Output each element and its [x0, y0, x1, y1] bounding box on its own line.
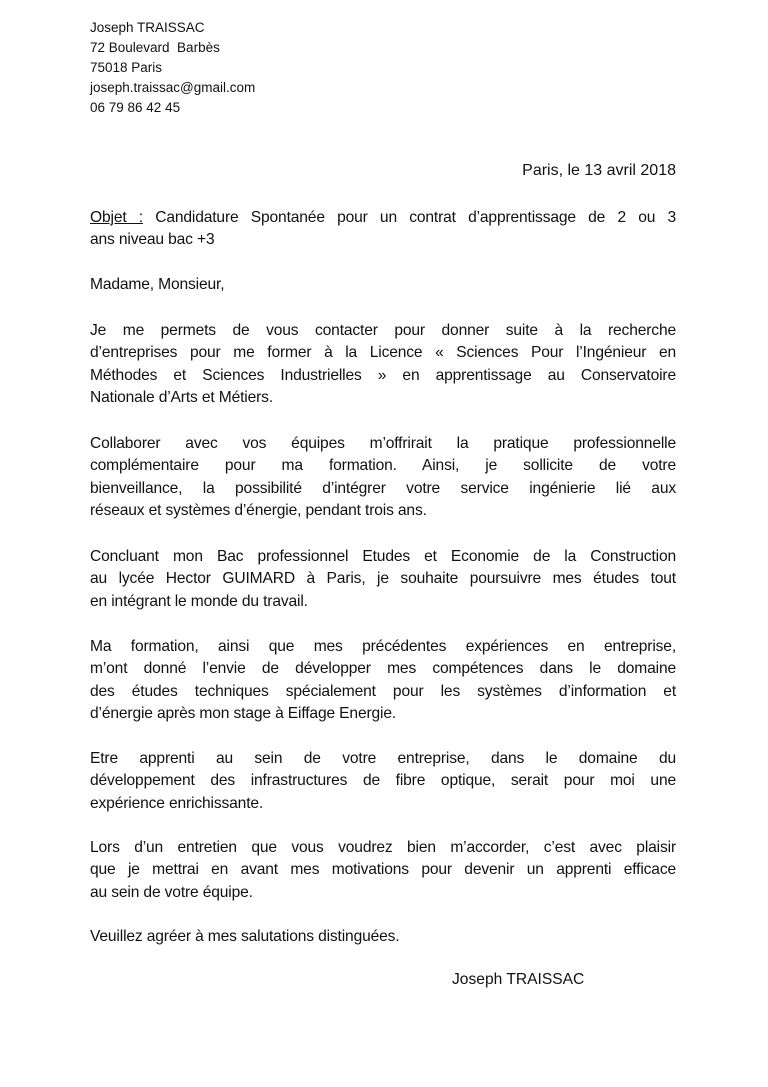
paragraph-line: Etre apprenti au sein de votre entreprise, dans le domaine du	[90, 750, 676, 767]
paragraph-line: m’ont donné l’envie de développer mes compétences dans le domaine	[90, 660, 676, 678]
paragraph-line: Lors d’un entretien que vous voudrez bien m’accorder, c’est avec plaisir	[90, 839, 676, 856]
paragraph-line: d’énergie après mon stage à Eiffage Energie.	[90, 704, 397, 722]
paragraph-2	[90, 433, 676, 522]
sender-email: joseph.traissac@gmail.com	[90, 80, 256, 95]
paragraph-line: développement des infrastructures de fibre optique, serait pour moi une	[90, 772, 676, 790]
subject-label: Objet :	[90, 209, 143, 226]
paragraph-line: d’entreprises pour me former à la Licence « Sciences Pour l’Ingénieur en	[90, 344, 676, 362]
sender-block	[90, 18, 255, 118]
paragraph-6	[90, 837, 676, 904]
paragraph-5	[90, 748, 676, 815]
paragraph-line: en intégrant le monde du travail.	[90, 592, 308, 610]
paragraph-line: au sein de votre équipe.	[90, 883, 253, 901]
sender-name: Joseph TRAISSAC	[90, 20, 205, 35]
paragraph-4	[90, 636, 676, 725]
paragraph-line: expérience enrichissante.	[90, 794, 264, 812]
salutation: Madame, Monsieur,	[90, 276, 225, 293]
paragraph-line: Nationale d’Arts et Métiers.	[90, 388, 274, 406]
letter-date: Paris, le 13 avril 2018	[522, 162, 676, 179]
paragraph-line: Ma formation, ainsi que mes précédentes expériences en entreprise,	[90, 638, 676, 655]
sender-phone: 06 79 86 42 45	[90, 100, 181, 115]
subject	[90, 207, 676, 252]
paragraph-line: complémentaire pour ma formation. Ainsi, je sollicite de votre	[90, 457, 676, 475]
sender-street: 72 Boulevard Barbès	[90, 40, 220, 55]
paragraph-line: que je mettrai en avant mes motivations pour devenir un apprenti efficace	[90, 861, 676, 879]
paragraph-line: réseaux et systèmes d’énergie, pendant trois ans.	[90, 501, 427, 519]
paragraph-line: bienveillance, la possibilité d’intégrer votre service ingénierie lié aux	[90, 479, 676, 497]
signature: Joseph TRAISSAC	[452, 971, 585, 988]
closing: Veuillez agréer à mes salutations distinguées.	[90, 928, 400, 945]
paragraph-line: Collaborer avec vos équipes m’offrirait la pratique professionnelle	[90, 435, 676, 452]
paragraph-line: Méthodes et Sciences Industrielles » en apprentissage au Conservatoire	[90, 366, 676, 384]
paragraph-line: au lycée Hector GUIMARD à Paris, je souhaite poursuivre mes études tout	[90, 570, 676, 588]
paragraph-3	[90, 546, 676, 613]
paragraph-line: Concluant mon Bac professionnel Etudes et Economie de la Construction	[90, 548, 676, 565]
paragraph-line: Je me permets de vous contacter pour donner suite à la recherche	[90, 322, 676, 339]
sender-city: 75018 Paris	[90, 60, 163, 75]
paragraph-line: des études techniques spécialement pour les systèmes d’information et	[90, 682, 676, 700]
subject-line-1: Candidature Spontanée pour un contrat d’apprentissage de 2 ou 3	[155, 209, 677, 226]
subject-line-2: ans niveau bac +3	[90, 231, 215, 249]
paragraph-1	[90, 320, 676, 409]
